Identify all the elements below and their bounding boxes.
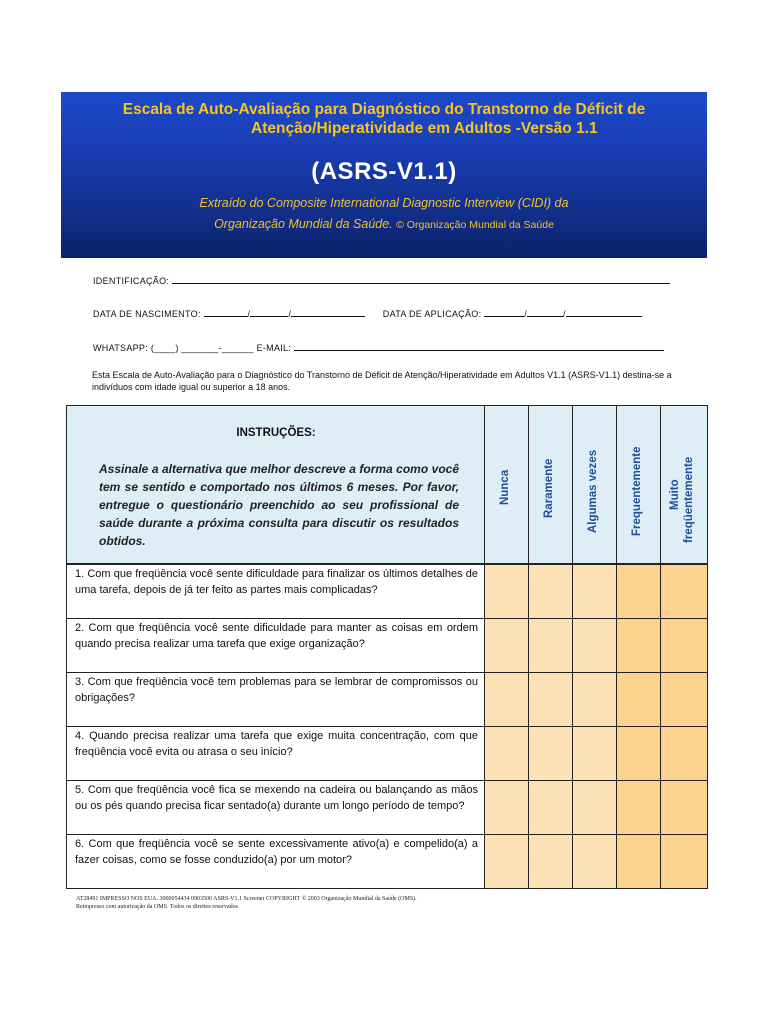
subtitle-line-1: Extraído do Composite International Diagnostic Interview (CIDI) da [199, 196, 569, 210]
column-label-raramente: Raramente [543, 458, 555, 518]
answer-q2-nunca[interactable] [484, 618, 529, 673]
question-2-text: 2. Com que freqüência você sente dificuldade para manter as coisas em ordem quando precisa realizar uma tarefa que exige organização? [66, 618, 485, 673]
answer-q5-muito-frequentemente[interactable] [660, 780, 708, 835]
instructions-body: Assinale a alternativa que melhor descreve a forma como você tem se sentido e comportado nos últimos 6 meses. Por favor, entregue o questionário preenchido ao seu profissional de saúde durante a próxima consulta para discutir os resultados obtidos. [99, 462, 459, 548]
column-header-nunca [484, 405, 529, 564]
answer-q6-frequentemente[interactable] [616, 834, 661, 889]
column-label-frequentemente: Frequentemente [631, 446, 643, 536]
contact-row [93, 341, 664, 353]
birth-year-field[interactable] [291, 307, 365, 317]
answer-q2-algumas-vezes[interactable] [572, 618, 617, 673]
question-4-text: 4. Quando precisa realizar uma tarefa que exige muita concentração, com que freqüência você evita ou atrasa o seu início? [66, 726, 485, 781]
answer-q4-nunca[interactable] [484, 726, 529, 781]
column-header-algumas-vezes [572, 405, 617, 564]
question-3-text: 3. Com que freqüência você tem problemas para se lembrar de compromissos ou obrigações? [66, 672, 485, 727]
answer-q4-algumas-vezes[interactable] [572, 726, 617, 781]
title-line-1: Escala de Auto-Avaliação para Diagnóstico do Transtorno de Déficit de [122, 101, 646, 118]
intro-paragraph: Esta Escala de Auto-Avaliação para o Diagnóstico do Transtorno de Déficit de Atenção/Hiperatividade em Adultos V1.1 (ASRS-V1.1) destina-se a indivíduos com idade igual ou superior a 18 anos. [92, 370, 672, 392]
application-year-field[interactable] [566, 307, 642, 317]
column-label-algumas-vezes: Algumas vezes [587, 449, 599, 533]
answer-q3-muito-frequentemente[interactable] [660, 672, 708, 727]
email-label: E-MAIL: [256, 343, 292, 353]
column-header-muito-frequentemente [660, 405, 708, 564]
dates-row: DATA DE NASCIMENTO: / / DATA DE APLICAÇÃO: / / [93, 307, 642, 319]
answer-q5-raramente[interactable] [528, 780, 573, 835]
application-month-field[interactable] [527, 307, 563, 317]
birth-date-label: DATA DE NASCIMENTO: [93, 309, 201, 319]
identification-label: IDENTIFICAÇÃO: [93, 276, 170, 286]
answer-q3-raramente[interactable] [528, 672, 573, 727]
footer-line-1: AT28491 IMPRESSO NOS EUA. 3000054434 0903500 ASRS-V1.1 Screener COPYRIGHT © 2003 Organização Mundial da Saúde (OMS). [76, 896, 417, 902]
birth-month-field[interactable] [250, 307, 288, 317]
answer-q5-frequentemente[interactable] [616, 780, 661, 835]
answer-q2-muito-frequentemente[interactable] [660, 618, 708, 673]
subtitle-org: Organização Mundial da Saúde. [214, 217, 393, 231]
answer-q6-muito-frequentemente[interactable] [660, 834, 708, 889]
column-label-muito: Muito [669, 479, 681, 510]
answer-q1-algumas-vezes[interactable] [572, 564, 617, 619]
answer-q6-raramente[interactable] [528, 834, 573, 889]
answer-q1-frequentemente[interactable] [616, 564, 661, 619]
question-5-text: 5. Com que freqüência você fica se mexendo na cadeira ou balançando as mãos ou os pés quando precisa ficar sentado(a) durante um longo período de tempo? [66, 780, 485, 835]
answer-q5-algumas-vezes[interactable] [572, 780, 617, 835]
column-label-nunca: Nunca [499, 469, 511, 505]
application-day-field[interactable] [484, 307, 524, 317]
answer-q4-muito-frequentemente[interactable] [660, 726, 708, 781]
instructions-cell [66, 405, 485, 564]
answer-q3-algumas-vezes[interactable] [572, 672, 617, 727]
column-header-raramente [528, 405, 573, 564]
email-field[interactable] [294, 341, 664, 351]
footer-line-2: Reimpresso com autorização da OMS. Todos os direitos reservados [76, 904, 238, 910]
question-1-text: 1. Com que freqüência você sente dificuldade para finalizar os últimos detalhes de uma tarefa, depois de já ter feito as partes mais complicadas? [66, 564, 485, 619]
scale-acronym: (ASRS-V1.1) [311, 158, 457, 185]
copyright-note: © Organização Mundial da Saúde [396, 219, 554, 231]
title-line-2: Atenção/Hiperatividade em Adultos -Versão 1.1 [251, 120, 598, 137]
application-date-label: DATA DE APLICAÇÃO: [382, 309, 482, 319]
identification-row [93, 274, 670, 286]
answer-q3-frequentemente[interactable] [616, 672, 661, 727]
answer-q3-nunca[interactable] [484, 672, 529, 727]
answer-q1-raramente[interactable] [528, 564, 573, 619]
answer-q1-muito-frequentemente[interactable] [660, 564, 708, 619]
column-header-frequentemente [616, 405, 661, 564]
whatsapp-label[interactable]: WHATSAPP: (____) _______-______ [93, 343, 254, 353]
subtitle-line-2 [61, 217, 707, 231]
answer-q1-nunca[interactable] [484, 564, 529, 619]
identification-field[interactable] [172, 274, 670, 284]
answer-q2-raramente[interactable] [528, 618, 573, 673]
question-6-text: 6. Com que freqüência você se sente excessivamente ativo(a) e compelido(a) a fazer coisas, como se fosse conduzido(a) por um motor? [66, 834, 485, 889]
footer-note [76, 895, 417, 911]
column-label-frequentemente-2: freqüentemente [683, 456, 695, 543]
answer-q2-frequentemente[interactable] [616, 618, 661, 673]
header-banner [61, 92, 707, 258]
instructions-title: INSTRUÇÕES: [236, 427, 316, 439]
answer-q4-frequentemente[interactable] [616, 726, 661, 781]
birth-day-field[interactable] [204, 307, 248, 317]
answer-q6-nunca[interactable] [484, 834, 529, 889]
answer-q6-algumas-vezes[interactable] [572, 834, 617, 889]
answer-q4-raramente[interactable] [528, 726, 573, 781]
answer-q5-nunca[interactable] [484, 780, 529, 835]
